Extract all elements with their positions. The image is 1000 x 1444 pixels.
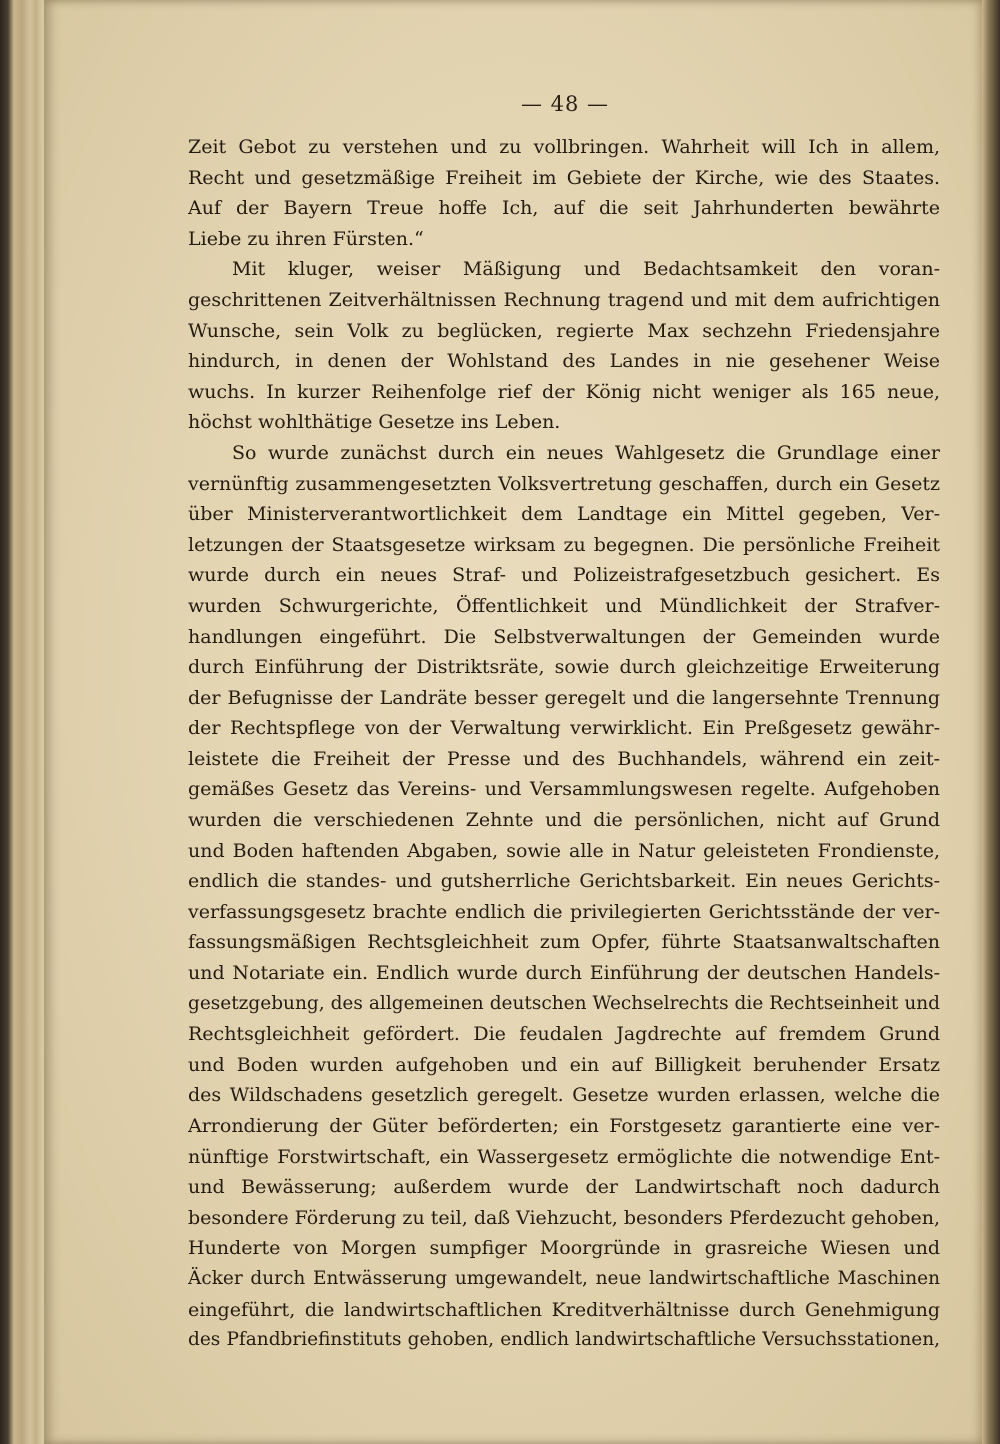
text-line: Äcker durch Entwässerung umgewandelt, neue landwirtschaftliche Maschinen: [188, 1267, 940, 1289]
page-number: — 48 —: [520, 92, 610, 116]
text-line: der Rechtspflege von der Verwaltung verwirklicht. Ein Preßgesetz gewähr-: [188, 717, 940, 740]
text-line: Hunderte von Morgen sumpfiger Moorgründe in grasreiche Wiesen und: [188, 1237, 940, 1260]
text-line: fassungsmäßigen Rechtsgleichheit zum Opfer, führte Staatsanwaltschaften: [188, 931, 940, 954]
text-line: wurde durch ein neues Straf- und Polizeistrafgesetzbuch gesichert. Es: [188, 564, 940, 587]
text-line: gesetzgebung, des allgemeinen deutschen Wechselrechts die Rechtseinheit und: [188, 992, 940, 1014]
text-line: endlich die standes- und gutsherrliche Gerichtsbarkeit. Ein neues Gerichts-: [188, 870, 940, 893]
text-line: nünftige Forstwirtschaft, ein Wassergesetz ermöglichte die notwendige Ent-: [188, 1145, 940, 1168]
page-edge: [982, 0, 1000, 1444]
text-line: des Wildschadens gesetzlich geregelt. Gesetze wurden erlassen, welche die: [188, 1084, 940, 1107]
text-line: eingeführt, die landwirtschaftlichen Kreditverhältnisse durch Genehmigung: [188, 1298, 940, 1321]
text-line: und Boden wurden aufgehoben und ein auf Billigkeit beruhender Ersatz: [188, 1053, 940, 1076]
text-line: geschrittenen Zeitverhältnissen Rechnung tragend und mit dem aufrichtigen: [188, 288, 940, 311]
text-line: verfassungsgesetz brachte endlich die privilegierten Gerichtsstände der ver-: [188, 900, 940, 923]
text-line: leistete die Freiheit der Presse und des Buchhandels, während ein zeit-: [188, 747, 940, 770]
text-line: letzungen der Staatsgesetze wirksam zu begegnen. Die persönliche Freiheit: [188, 533, 940, 556]
text-line: Recht und gesetzmäßige Freiheit im Gebiete der Kirche, wie des Staates.: [188, 166, 940, 189]
text-line: Zeit Gebot zu verstehen und zu vollbringen. Wahrheit will Ich in allem,: [188, 136, 940, 158]
text-line: Rechtsgleichheit gefördert. Die feudalen Jagdrechte auf fremdem Grund: [188, 1023, 940, 1046]
text-line: wurden Schwurgerichte, Öffentlichkeit und Mündlichkeit der Strafver-: [188, 594, 940, 617]
text-line: So wurde zunächst durch ein neues Wahlgesetz die Grundlage einer: [232, 441, 940, 464]
text-line: Auf der Bayern Treue hoffe Ich, auf die seit Jahrhunderten bewährte: [188, 197, 940, 220]
text-line: Wunsche, sein Volk zu beglücken, regierte Max sechzehn Friedensjahre: [188, 319, 940, 342]
text-line: handlungen eingeführt. Die Selbstverwaltungen der Gemeinden wurde: [188, 625, 940, 648]
text-line: wuchs. In kurzer Reihenfolge rief der König nicht weniger als 165 neue,: [188, 380, 940, 403]
text-line: Mit kluger, weiser Mäßigung und Bedachtsamkeit den voran-: [232, 258, 940, 281]
body-text: [188, 132, 940, 1356]
text-line: besondere Förderung zu teil, daß Viehzucht, besonders Pferdezucht gehoben,: [188, 1206, 940, 1229]
text-line: höchst wohlthätige Gesetze ins Leben.: [188, 411, 561, 434]
text-line: des Pfandbriefinstituts gehoben, endlich landwirtschaftliche Versuchsstationen,: [188, 1329, 940, 1351]
text-line: und Notariate ein. Endlich wurde durch Einführung der deutschen Handels-: [188, 962, 940, 985]
text-line: Arrondierung der Güter beförderten; ein Forstgesetz garantierte eine ver-: [188, 1115, 940, 1137]
text-line: der Befugnisse der Landräte besser geregelt und die langersehnte Trennung: [188, 686, 940, 709]
text-line: Liebe zu ihren Fürsten.“: [188, 227, 424, 250]
text-line: und Bewässerung; außerdem wurde der Landwirtschaft noch dadurch: [188, 1176, 940, 1199]
text-line: hindurch, in denen der Wohlstand des Landes in nie gesehener Weise: [188, 350, 940, 373]
text-line: und Boden haftenden Abgaben, sowie alle in Natur geleisteten Frondienste,: [188, 839, 940, 862]
text-line: wurden die verschiedenen Zehnte und die persönlichen, nicht auf Grund: [188, 809, 940, 832]
text-line: gemäßes Gesetz das Vereins- und Versammlungswesen regelte. Aufgehoben: [188, 778, 940, 801]
text-line: über Ministerverantwortlichkeit dem Landtage ein Mittel gegeben, Ver-: [188, 503, 940, 526]
text-line: durch Einführung der Distriktsräte, sowie durch gleichzeitige Erweiterung: [188, 656, 940, 679]
text-line: vernünftig zusammengesetzten Volksvertretung geschaffen, durch ein Gesetz: [188, 472, 940, 495]
